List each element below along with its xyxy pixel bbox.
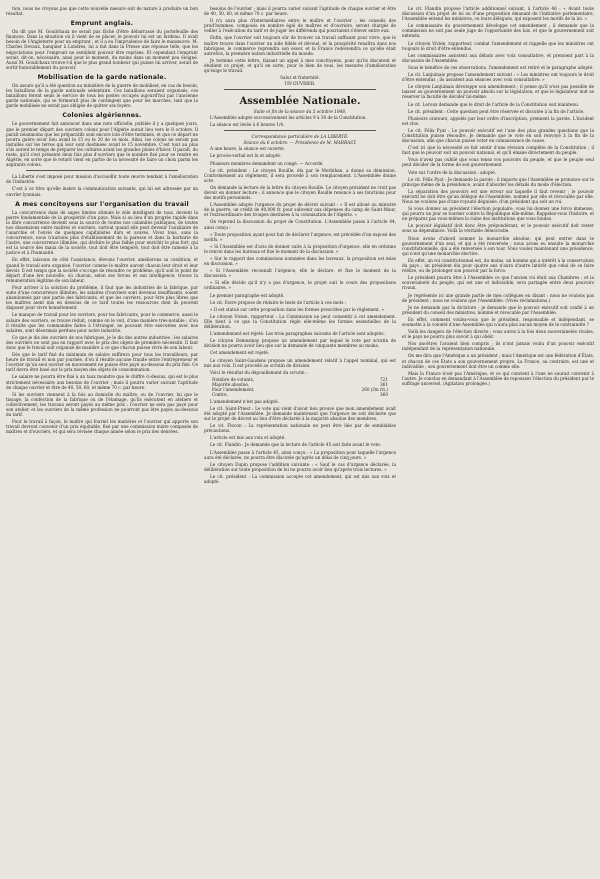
- vote-label: Majorité absolue,: [212, 381, 250, 387]
- paragraph: Le cit. président : Cette question peut être réservée et discutée à la fin de l'article.: [408, 108, 585, 114]
- paragraph: En effet, laissons de côté l'assistance, élevons l'ouvrier, améliorons sa condition, et quand le travail sera organisé, l'ouvrier comme le maître auront chacun leur droit et leur devoir. Il est temps que la société s'occupe de résoudre ce problème, qu'il soit le point de départ d'une ère nouvelle, où chacun, selon ses forces et son intelligence, trouve la rémunération légitime de son labeur.: [6, 257, 198, 283]
- session-subtitle: Séance du 6 octobre. — Présidence de M. MARRAST.: [243, 140, 357, 146]
- paragraph: Le cit. président : Le citoyen Rouille, élu par le Morbihan, a donné sa démission. Conformément au règlement, il sera procédé à son remplacement. L'Assemblée donne acte.: [204, 167, 396, 183]
- paragraph: Le citoyen Vivien, rapporteur, combat l'amendement et rappelle que les ministres ont toujours le droit d'être entendus.: [402, 40, 594, 51]
- section-heading: Emprunt anglais.: [70, 20, 134, 28]
- paragraph: Le cit. Leroux demande que le droit de l'article de la Constitution soit maintenu.: [408, 101, 580, 107]
- paragraph: Le citoyen Lanjuinais développe son amendement ; il pense qu'il n'est pas possible de laisser au gouvernement un pouvoir absolu sur la législation, et que le législateur doit se réserver la faculté de décider lui-même.: [402, 84, 594, 100]
- paragraph: Il n'y aura plus d'intermédiaires entre le maître et l'ouvrier ; les conseils des prud'hommes, composés en nombre égal de maîtres et d'ouvriers, seront chargés de veiller à l'exécution du tarif et de juger les différends qui pourraient s'élever entre eux.: [204, 18, 396, 34]
- assembly-title: Assemblée Nationale.: [239, 96, 361, 108]
- section-divider: [26, 170, 178, 171]
- paragraph: On me dira que l'Amérique a un président ; mais l'Amérique est une fédération d'États, et chacun de ces États a son gouvernement propre. La France, au contraire, est une et indivisible ; son gouvernement doit être un comme elle.: [402, 353, 594, 369]
- paragraph: A une heure, la séance est ouverte.: [210, 146, 285, 152]
- paragraph: Le cit. Flandin : Je demande que la lecture de l'article 45 soit faite avant le vote.: [210, 442, 382, 448]
- paragraph: Si les ouvriers viennent à la fois au domicile du maître, ou de l'ouvrier, lui que le tissage, la confection de la fabrique ou de l'étamage, qu'ils exécutent en ateliers et collectivement, les travaux seront payés au même prix ; l'ouvrier ne sera pas payé pour son atelier, et les ouvriers de la même profession ne pourront pas être payés au-dessous du tarif.: [6, 391, 198, 418]
- paragraph: Les commissaires assistent aux débats avec voix consultative, et prennent part à la discussion de l'Assemblée.: [402, 52, 594, 63]
- paragraph: Le cit. Lanjuinais propose l'amendement suivant : « Les ministres ont toujours le droit d'être entendus ; ils assistent aux séances avec voix consultative. »: [402, 72, 594, 83]
- session-subtitle: Correspondance particulière de LA LIBERTÉ.: [251, 134, 349, 140]
- paragraph: Si vous donnez au président l'élection populaire, vous lui donnez une force immense, qui pourra un jour se tourner contre la République elle-même. Rappelez-vous l'histoire, et ne préparez pas vous-mêmes la ruine des institutions que vous fondez.: [402, 206, 594, 222]
- vote-result-table: [204, 377, 396, 397]
- paragraph: « Si l'Assemblée reconnaît l'urgence, elle le déclare, et fixe le moment de la discussion. »: [204, 268, 396, 279]
- vote-label: Contre,: [212, 391, 228, 397]
- paragraph: Nous avons d'abord nommé la monarchie absolue, qui peut entrer dans le gouvernement d'un seul, et qui a été renversée ; nous avons eu ensuite la monarchie constitutionnelle, qui a été renversée à son tour. Vous voulez maintenant une présidence, qui n'est qu'une monarchie élective.: [402, 235, 594, 256]
- paragraph: Le premier paragraphe est adopté.: [210, 292, 285, 298]
- paragraph: « Si elle décide qu'il n'y a pas d'urgence, le projet suit le cours des propositions ordinaires. »: [204, 280, 396, 291]
- paragraph: Vous n'avez pas oublié que vous tenez vos pouvoirs du peuple, et que le peuple seul peut décider de la forme de son gouvernement.: [402, 157, 594, 168]
- paragraph: Enfin, que l'ouvrier soit toujours sûr de trouver un travail suffisant pour vivre, que le maître trouve dans l'ouvrier un aide fidèle et dévoué, et la prospérité renaîtra dans nos fabriques, le commerce reprendra son essor, et la France redeviendra ce qu'elle était autrefois, la première nation industrielle du monde.: [204, 35, 396, 56]
- paragraph: « Sur le rapport des commissions nommées dans les bureaux, la proposition est mise en discussion. »: [204, 256, 396, 267]
- paragraph: En effet, comment voulez-vous que le président, responsable et indépendant, se soumette à la volonté d'une Assemblée qui n'aura plus aucun moyen de le contraindre ?: [402, 316, 594, 327]
- paragraph: Le cit. Favre propose de réduire le texte de l'article à ces mots :: [210, 299, 347, 305]
- paragraph: L'Assemblée passe à l'article 45, ainsi conçu : « La proposition pour laquelle l'urgence aura été déclarée, ne pourra être discutée qu'après un délai de cinq jours. »: [204, 449, 396, 460]
- paragraph: Le président pourra être à l'Assemblée ce que l'ancien roi était aux Chambres ; et la souveraineté du peuple, qui est une et indivisible, sera partagée entre deux pouvoirs rivaux.: [402, 275, 594, 291]
- paragraph: On reprend la discussion du projet de Constitution. L'Assemblée passe à l'article 44, ainsi conçu :: [204, 219, 396, 230]
- vote-label: Pour l'amendement,: [212, 386, 255, 392]
- paragraph: La séance est levée à 6 heures 1/4.: [210, 122, 285, 128]
- column-3: [402, 6, 594, 875]
- centered-line: Salut et fraternité.: [280, 75, 320, 81]
- centered-line: UN OUVRIER.: [284, 81, 316, 87]
- paragraph: Le cit. président : La commission accepte cet amendement, qui est mis aux voix et adopté.: [204, 473, 396, 484]
- paragraph: On dit que M. Goudchaux ne serait pas fâché d'être débarrassé du portefeuille des finances. Dans la situation où il vient de se placer, le pouvoir lui est un fardeau. Il avait besoin de l'Angleterre pour un emprunt ; et il a eu l'imprudence de faire le manœuvre. M. Charles Devaux, banquier à Londres, lui a fait dans la Presse une réponse telle, que les négociations pour l'emprunt ne semblent pouvoir être reprises. Et cependant l'emprunt serait, dit-on, nécessaire, ainsi pour le moment, du moins dans un moment peu éloigné. Aussi M. Goudchaux trouve-t-il que le plus grand bonheur qui puisse lui arriver, serait de sortir honorablement du pouvoir.: [6, 29, 198, 70]
- vote-value: 260 (On rit.): [361, 386, 388, 392]
- session-subtitle: Suite et fin de la séance du 5 octobre 1848.: [253, 109, 347, 115]
- paragraph: Je termine cette lettre, faisant un appel à mes concitoyens, pour qu'ils discutent et étudient ce projet, et qu'il en sorte, pour le bien de tous, les mesures d'amélioration qu'exige le travail.: [204, 57, 396, 74]
- paragraph: Le citoyen Demesmay propose un amendement par lequel le vote par scrutin de division ne pourra avoir lieu que sur la demande de cinquante membres au moins.: [204, 338, 396, 349]
- paragraph: Le cit. Félix Pyat : Le pouvoir exécutif est l'une des plus grandes questions que la Constitution puisse résoudre. Je demande que le vote en soit renvoyé à la fin de la discussion, afin que chacun puisse voter en connaissance de cause.: [402, 127, 594, 144]
- paragraph: Je représente ici une grande partie de mes collègues en disant : nous ne voulons pas de président ; nous ne voulons que l'Assemblée. (Vives réclamations.): [402, 292, 594, 303]
- paragraph: Le cit. Félix Pyat : Je demande la parole ; il importe que l'Assemblée se prononce sur le principe même de la présidence, avant d'aborder les détails du mode d'élection.: [402, 176, 594, 187]
- paragraph: Le cit. Flandin propose l'article additionnel suivant, à l'article 46 : « Avant toute discussion d'un projet de loi ou d'une proposition émanant de l'initiative parlementaire, l'Assemblée entend les ministres, ou leurs délégués, qui exposent les motifs de la loi. »: [402, 6, 594, 22]
- section-heading: Mobilisation de la garde nationale.: [37, 73, 167, 81]
- paragraph: Le cit. Flocon : La représentation nationale ne peut être liée par de semblables précautions.: [204, 423, 396, 434]
- paragraph: Ce que je dis des ouvriers de nos fabriques, je le dis des autres industries ; les salaires des ouvriers ne sont pas en rapport avec le prix des objets de première nécessité. Il faut donc que le travail soit organisé de manière à ce que chacun puisse vivre de son labeur.: [6, 334, 198, 350]
- paragraph: « Il est statué sur cette proposition dans les formes prescrites par le règlement. »: [210, 306, 384, 312]
- vote-value: 360: [380, 391, 388, 397]
- paragraph: Le citoyen Saint-Gaudens propose un amendement relatif à l'appel nominal, qui est mis aux voix. Il est procédé au scrutin de division.: [204, 357, 396, 368]
- paragraph: Plusieurs membres demandent un congé. — Accordé.: [210, 160, 324, 166]
- paragraph: Le procès-verbal est lu et adopté.: [210, 153, 282, 159]
- paragraph: L'amendement n'est pas adopté.: [210, 398, 279, 404]
- paragraph: La concurrence dans de sages limites stimule le zèle intelligent de tous, devient la pierre fondamentale de la prospérité d'un pays. Mais si au lieu d'un progrès rapide dans la libre concurrence devient sous la source de toutes nos calamités publiques, de toutes nos dissensions entre maîtres et ouvriers, surtout quand elle peut devenir l'auxiliaire de l'anarchie et l'envie de quelques capitalistes durs et avares. Vivez tous, sans la concurrence, nous n'aurions plus d'établissement de la paresse et dans la barbarie de l'autre, une concurrence illimitée, qui déchire le plus faible pour enrichir le plus fort, qui est la source des maux de la société, tout doit être tempéré, tout doit être ramené à la justice et à l'humanité.: [6, 209, 198, 256]
- paragraph: Voilà les dangers de l'élection directe ; vous aurez à la fois deux souverainetés rivales, et le pays ne pourra plus savoir à qui obéir.: [402, 329, 594, 340]
- section-heading: Colonies algériennes.: [62, 112, 142, 120]
- vote-label: Nombre de votants,: [212, 376, 255, 382]
- paragraph: Cet amendement est rejeté.: [210, 350, 270, 356]
- paragraph: Nos ancêtres l'avaient bien compris ; ils n'ont jamais voulu d'un pouvoir exécutif indépendant de la représentation nationale.: [402, 341, 594, 352]
- paragraph: L'amendement est rejeté. Les trois paragraphes suivants de l'article sont adoptés.: [210, 331, 385, 337]
- section-divider: [224, 130, 376, 131]
- paragraph: Sous le bénéfice de ces observations, l'amendement est retiré et le paragraphe adopté.: [408, 64, 594, 70]
- paragraph: Je ne demande pas la dictature ; je demande que le pouvoir exécutif soit confié à un président du conseil des ministres, nommé et révocable par l'Assemblée.: [402, 304, 594, 315]
- paragraph: « Toute proposition ayant pour but de déclarer l'urgence, est précédée d'un exposé des motifs. »: [204, 231, 396, 242]
- paragraph: Plusieurs orateurs, appelés par leur ordre d'inscription, prennent la parole. L'incident est clos.: [402, 115, 594, 126]
- paragraph: La Liberté s'est imposé pour mission d'accueillir toute œuvre tendant à l'amélioration de l'industrie.: [6, 174, 198, 185]
- paragraph: Le cit. Saint-Priest : Le vote qui vient d'avoir lieu prouve que mon amendement avait été adopté par l'Assemblée. Je demande maintenant que l'urgence ne soit déclarée que sur le projet de décret au lieu d'être déclarée à la majorité absolue des membres.: [204, 405, 396, 422]
- paragraph: L'Assemblée adopte l'urgence du projet de décret suivant : « Il est alloué au ministre de la guerre, un crédit de 40,000 fr. pour subvenir aux dépenses du camp de Saint-Maur, et l'extraordinaire des troupes destinées à la colonisation de l'Algérie. »: [204, 202, 396, 218]
- paragraph: L'Assemblée adopte successivement les articles 9 à 30 de la Constitution.: [210, 115, 367, 121]
- paragraph: Mais la France n'est pas l'Amérique, et ce qui convient à l'une ne saurait convenir à l'autre. Je conclus en demandant à l'Assemblée de repousser l'élection du président par le suffrage universel. (Agitation prolongée.): [402, 370, 594, 386]
- paragraph: Pour arriver à la solution du problème, il faut que les industries de la fabrique, par suite d'une concurrence illimitée, les salaires d'ouvriers sont devenus insuffisants, soient abandonnés par une partie des fabricants, et que les ouvriers, pour être plus libres que les maîtres aient mis en dessous de ce tarif toutes les ressources dont ils peuvent disposer pour vivre honnêtement.: [6, 284, 198, 311]
- paragraph: « Si l'Assemblée est d'avis de donner suite à la proposition d'urgence, elle en ordonne le renvoi dans les bureaux et fixe le moment de la discussion. »: [204, 243, 396, 254]
- vote-value: 721: [380, 376, 388, 382]
- section-heading: A mes concitoyens sur l'organisation du travail: [15, 200, 189, 208]
- vote-result-row: [204, 392, 396, 397]
- paragraph: La séparation des pouvoirs est une erreur sur laquelle il faut revenir ; le pouvoir exécutif ne doit être qu'un délégué de l'Assemblée, nommé par elle et révocable par elle. Nous ne voulons pas d'une royauté déguisée, d'un président qui soit un roi.: [402, 188, 594, 204]
- paragraph: En effet, un roi constitutionnel est, du moins, un homme qui a intérêt à la conservation du pays ; un président élu pour quatre ans n'aura d'autre intérêt que celui de se faire réélire, ou de prolonger son pouvoir par la force.: [402, 257, 594, 274]
- column-1: [6, 6, 198, 875]
- paragraph: Dès que le tarif fixé du minimum de salaire suffirera pour tous les travailleurs, par heure de travail et non par journée, d'où il résulte aucune fraude entre l'entrepreneur et l'ouvrier qu'un seul ouvrier en mouvement ne puisse être payé au-dessous du prix fixé. Ce tarif devra être basé sur le prix moyen des objets de consommation.: [6, 352, 198, 373]
- paragraph: Le gouvernement fait annoncer dans une note officielle, publiée il y a quelques jours, que le premier départ des ouvriers colons pour l'Algérie aurait lieu vers le 8 octobre. Il paraît néanmoins que les préparatifs sont encore loin d'être terminés, et que ce départ ne pourra guère avoir lieu avant le 15 ou le 20 de ce mois. Ainsi, les colons ne seront pas installés sur les terres qui leur sont destinées avant le 15 novembre. C'est tout au plus s'ils auront le temps de préparer les cultures avant les grandes pluies d'hiver. Il paraît, du reste, qu'il s'est présenté deux fois plus d'ouvriers que le nombre fixé pour se rendre en Algérie, en sorte que le retard vient en partie de la nécessité de faire un choix parmi les aspirants colons.: [6, 121, 198, 168]
- paragraph: besoins de l'ouvrier ; mais il pourra varier suivant l'aptitude de chaque ouvrier et être de 40, 50, 60, et même 70 c. par heure.: [204, 6, 396, 17]
- paragraph: Voici le résultat du dépouillement du scrutin :: [210, 369, 308, 375]
- paragraph: On assure qu'il a été question au ministère de la guerre de mobiliser, en cas de besoin, les bataillons de la garde nationale sédentaire. Ces bataillons seraient organisés, ces bataillons feront seuls le service de tous les postes occupés aujourd'hui par l'ancienne garde nationale, qui se formerait plus de contingent que pour les marches, tant que la garde mobilisée ne serait pas obligée de quitter ses foyers.: [6, 82, 198, 109]
- paragraph: Le commissaire du gouvernement développe cet amendement ; il demande que la commission ne soit pas seule juge de l'opportunité des lois, et que le gouvernement soit entendu.: [402, 23, 594, 39]
- paragraph: Pour le travail à façon, le maître qui fournit les matières et l'ouvrier qui apporte son travail devront convenir d'un prix équitable, fixé par une commission mixte composée de maîtres et d'ouvriers, et qui sera révisée chaque année selon le prix des denrées.: [6, 419, 198, 435]
- paragraph: C'est à ce titre qu'elle insère la communication suivante, qui lui est adressée par un ouvrier lyonnais.: [6, 186, 198, 197]
- column-2: [204, 6, 396, 875]
- paragraph: Le pouvoir législatif doit donc être prépondérant, et le pouvoir exécutif doit rester sous sa dépendance. Voilà la véritable démocratie.: [402, 223, 594, 234]
- vote-value: 361: [380, 381, 388, 387]
- paragraph: Le salaire ne pourra être fixé à un taux moindre que le chiffre ci-dessus, qui est le plus strictement nécessaire aux besoins de l'ouvrier ; mais il pourra varier suivant l'aptitude de chaque ouvrier et être de 40, 50, 60, et même 70 c. par heure.: [6, 374, 198, 390]
- paragraph: tion, nous ne croyons pas que cette nouvelle mesure soit de nature à produire un bon résultat.: [6, 6, 198, 17]
- paragraph: C'est ici que la nécessité se fait sentir d'une révision complète de la Constitution ; il faut que le pouvoir soit un pouvoir national, et qu'il émane directement du peuple.: [402, 145, 594, 156]
- paragraph: Le manque de travail pour les ouvriers, pour les fabricants, pour le commerce, aussi le salaire des ouvriers, se trouve réduit, comme on le voit, d'une manière très-notable ; d'où il résulte que les commandes faites à l'étranger, ne pouvant être exécutées avec nos salaires, sont désormais perdues pour notre industrie.: [6, 312, 198, 333]
- paragraph: Le citoyen Vivien, rapporteur : La Commission ne peut consentir à cet amendement. Elle tient à ce que la Constitution règle elle-même les formes essentielles de la délibération.: [204, 313, 396, 330]
- paragraph: On demande la lecture de la lettre du citoyen Rouille. Le citoyen président ne croit pas devoir en donner lecture ; il annonce que le citoyen Rouille renonce à ses fonctions pour des motifs personnels.: [204, 184, 396, 201]
- paragraph: L'article est mis aux voix et adopté.: [210, 435, 286, 441]
- paragraph: Vote sur l'ordre de la discussion : adopté.: [408, 169, 497, 175]
- paragraph: Le citoyen Dupin propose l'addition suivante : « Sauf le cas d'urgence déclarée, la délibération sur toute proposition de loi ne pourra avoir lieu qu'après trois lectures. »: [204, 461, 396, 472]
- section-divider: [224, 89, 376, 90]
